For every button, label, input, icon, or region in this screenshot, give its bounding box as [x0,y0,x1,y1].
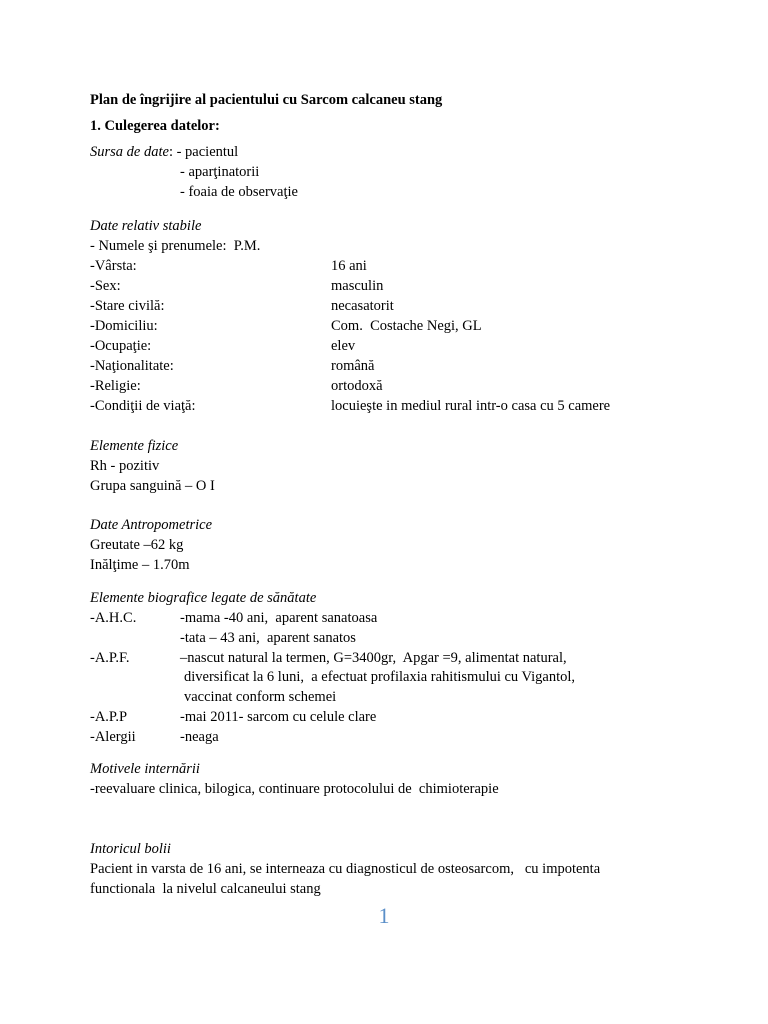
fizice-line: Grupa sanguină – O I [90,478,215,494]
info-row [90,377,383,395]
alergii-line-1: -neaga [180,729,219,745]
info-value: masculin [331,278,384,294]
istoric-line-2: functionala la nivelul calcaneului stang [90,881,321,897]
info-row [90,297,394,315]
motive-line: -reevaluare clinica, bilogica, continuare protocolului de chimioterapie [90,781,499,797]
info-value: locuieşte in mediul rural intr-o casa cu 5 camere [331,398,611,414]
info-row [90,277,384,295]
sursa-label: Sursa de date [90,144,169,160]
info-label: -Vârsta: [90,258,137,274]
istoric-line-1: Pacient in varsta de 16 ani, se interneaza cu diagnosticul de osteosarcom, cu impotenta [90,861,601,877]
document-title: Plan de îngrijire al pacientului cu Sarcom calcaneu stang [90,92,443,108]
alergii-label: -Alergii [90,729,136,745]
ahc-label: -A.H.C. [90,610,137,626]
sursa-item-3: - foaia de observaţie [180,184,298,200]
antropometrice-line: Greutate –62 kg [90,537,184,553]
info-label: -Naţionalitate: [90,358,174,374]
info-label: -Domiciliu: [90,318,158,334]
fizice-line: Rh - pozitiv [90,458,160,474]
section-heading-culegerea: 1. Culegerea datelor: [90,118,220,134]
sursa-item-2: - aparţinatorii [180,164,260,180]
info-label: -Stare civilă: [90,298,165,314]
fizice-heading: Elemente fizice [90,438,179,454]
info-value: ortodoxă [331,378,383,394]
numele-line: - Numele şi prenumele: P.M. [90,238,261,254]
app-line-1: -mai 2011- sarcom cu celule clare [180,709,377,725]
page-number: 1 [378,903,390,928]
motive-heading: Motivele internării [90,761,200,777]
info-value: 16 ani [331,258,367,274]
info-row [90,357,375,375]
info-value: necasatorit [331,298,394,314]
info-value: elev [331,338,356,354]
sursa-line [90,143,238,161]
info-row [90,317,482,335]
ahc-line-2: -tata – 43 ani, aparent sanatos [180,630,356,646]
antropometrice-line: Inălţime – 1.70m [90,557,190,573]
apf-line-1: –nascut natural la termen, G=3400gr, Apgar =9, alimentat natural, [180,650,567,666]
apf-line-3: vaccinat conform schemei [184,689,337,705]
info-value: română [331,358,375,374]
info-label: -Sex: [90,278,121,294]
apf-line-2: diversificat la 6 luni, a efectuat profilaxia rahitismului cu Vigantol, [184,669,576,685]
istoric-heading: Intoricul bolii [90,841,171,857]
info-value: Com. Costache Negi, GL [331,318,482,334]
antropometrice-heading: Date Antropometrice [90,517,213,533]
sursa-colon: : [168,144,177,160]
info-row [90,397,611,415]
ahc-line-1: -mama -40 ani, aparent sanatoasa [180,610,378,626]
info-label: -Condiţii de viaţă: [90,398,196,414]
info-label: -Religie: [90,378,141,394]
biografice-heading: Elemente biografice legate de sănătate [90,590,317,606]
sursa-item-1: - pacientul [176,144,239,160]
stabile-heading: Date relativ stabile [90,218,202,234]
apf-label: -A.P.F. [90,650,130,666]
info-row [90,337,356,355]
app-label: -A.P.P [90,709,128,725]
info-row [90,257,367,275]
info-label: -Ocupaţie: [90,338,152,354]
